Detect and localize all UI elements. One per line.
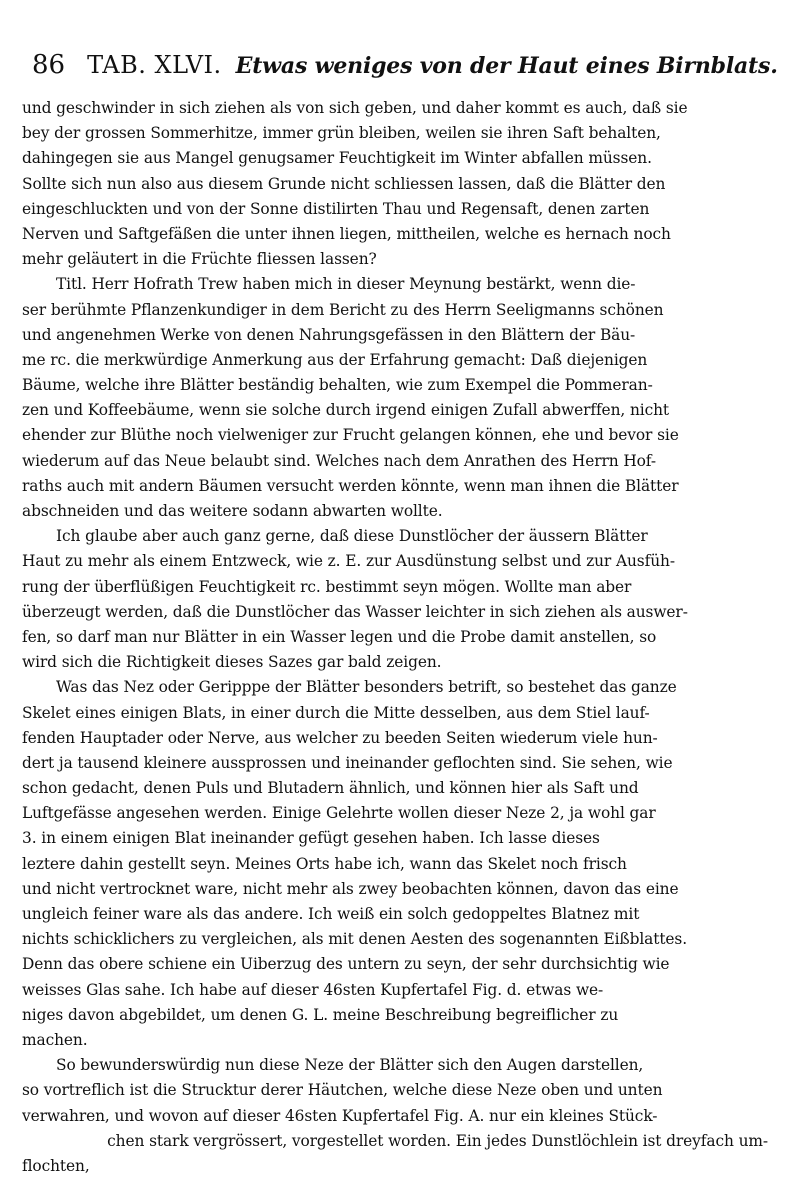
page-number: 86	[32, 50, 66, 80]
text-line: Ich glaube aber auch ganz gerne, daß diese Dunstlöcher der äussern Blätter	[56, 527, 648, 546]
text-line: niges davon abgebildet, um denen G. L. meine Beschreibung begreiflicher zu	[22, 1005, 619, 1024]
text-line: abschneiden und das weitere sodann abwarten wollte.	[22, 502, 443, 520]
text-line: zen und Koffeebäume, wenn sie solche durch irgend einigen Zufall abwerffen, nicht	[22, 401, 670, 420]
text-line: Sollte sich nun also aus diesem Grunde nicht schliessen lassen, daß die Blätter den	[22, 174, 666, 193]
text-line: Titl. Herr Hofrath Trew haben mich in dieser Meynung bestärkt, wenn die-	[56, 275, 636, 294]
text-line: bey der grossen Sommerhitze, immer grün bleiben, weilen sie ihren Saft behalten,	[22, 124, 661, 143]
text-line: 3. in einem einigen Blat ineinander gefügt gesehen haben. Ich lasse dieses	[22, 829, 600, 848]
text-line: Luftgefässe angesehen werden. Einige Gelehrte wollen dieser Neze 2, ja wohl gar	[22, 804, 656, 823]
text-line: raths auch mit andern Bäumen versucht werden könnte, wenn man ihnen die Blätter	[22, 476, 679, 495]
text-line: ehender zur Blüthe noch vielweniger zur Frucht gelangen können, ehe und bevor sie	[22, 426, 679, 445]
text-line: Was das Nez oder Geripppe der Blätter besonders betrift, so bestehet das ganze	[56, 678, 677, 697]
text-line: so vortreflich ist die Strucktur derer Häutchen, welche diese Neze oben und unten	[22, 1081, 663, 1100]
text-line: Skelet eines einigen Blats, in einer durch die Mitte desselben, aus dem Stiel lauf-	[22, 703, 650, 722]
text-line: chen stark vergrössert, vorgestellet worden. Ein jedes Dunstlöchlein ist dreyfach um-	[107, 1131, 768, 1150]
text-line: Bäume, welche ihre Blätter beständig behalten, wie zum Exempel die Pommeran-	[22, 376, 653, 395]
text-line: leztere dahin gestellt seyn. Meines Orts habe ich, wann das Skelet noch frisch	[22, 854, 627, 873]
text-line: dert ja tausend kleinere aussprossen und ineinander geflochten sind. Sie sehen, wie	[22, 753, 673, 772]
text-line: weisses Glas sahe. Ich habe auf dieser 46sten Kupfertafel Fig. d. etwas we-	[22, 980, 604, 999]
text-line: me rc. die merkwürdige Anmerkung aus der Erfahrung gemacht: Daß diejenigen	[22, 350, 648, 369]
text-line: schon gedacht, denen Puls und Blutadern ähnlich, und können hier als Saft und	[22, 779, 639, 798]
text-line: rung der überflüßigen Feuchtigkeit rc. bestimmt seyn mögen. Wollte man aber	[22, 577, 632, 596]
text-line: fenden Hauptader oder Nerve, aus welcher zu beeden Seiten wiederum viele hun-	[22, 728, 658, 747]
text-line: Denn das obere schiene ein Uiberzug des untern zu seyn, der sehr durchsichtig wie	[22, 955, 670, 974]
text-line: dahingegen sie aus Mangel genugsamer Feuchtigkeit im Winter abfallen müssen.	[22, 149, 652, 168]
text-line: und angenehmen Werke von denen Nahrungsgefässen in den Blättern der Bäu-	[22, 325, 636, 344]
running-title: Etwas weniges von der Haut eines Birnblats.	[235, 53, 778, 79]
text-line: Nerven und Saftgefäßen die unter ihnen liegen, mittheilen, welche es hernach noch	[22, 224, 671, 243]
text-line: flochten,	[22, 1156, 90, 1175]
page-header	[32, 50, 778, 94]
text-line: und geschwinder in sich ziehen als von sich geben, und daher kommt es auch, daß sie	[22, 99, 688, 117]
text-line: überzeugt werden, daß die Dunstlöcher das Wasser leichter in sich ziehen als auswer-	[22, 602, 688, 621]
text-line: ungleich feiner ware als das andere. Ich weiß ein solch gedoppeltes Blatnez mit	[22, 905, 640, 923]
text-line: verwahren, und wovon auf dieser 46sten Kupfertafel Fig. A. nur ein kleines Stück-	[22, 1106, 658, 1125]
text-line: Haut zu mehr als einem Entzweck, wie z. E. zur Ausdünstung selbst und zur Ausfüh-	[22, 552, 675, 571]
text-line: wird sich die Richtigkeit dieses Sazes gar bald zeigen.	[22, 653, 442, 672]
text-line: und nicht vertrocknet ware, nicht mehr als zwey beobachten können, davon das eine	[22, 879, 679, 898]
text-line: machen.	[22, 1030, 88, 1049]
text-line: ser berühmte Pflanzenkundiger in dem Bericht zu des Herrn Seeligmanns schönen	[22, 300, 664, 319]
text-line: fen, so darf man nur Blätter in ein Wasser legen und die Probe damit anstellen, so	[22, 627, 657, 646]
body-text	[22, 96, 772, 1179]
text-line: So bewunderswürdig nun diese Neze der Blätter sich den Augen darstellen,	[56, 1056, 644, 1075]
plate-reference: TAB. XLVI.	[87, 51, 222, 79]
text-line: eingeschluckten und von der Sonne distilirten Thau und Regensaft, denen zarten	[22, 199, 650, 218]
text-line: mehr geläutert in die Früchte fliessen lassen?	[22, 250, 377, 269]
text-line: wiederum auf das Neue belaubt sind. Welches nach dem Anrathen des Herrn Hof-	[22, 451, 656, 470]
text-line: nichts schicklichers zu vergleichen, als mit denen Aesten des sogenannten Eißblattes.	[22, 930, 688, 949]
